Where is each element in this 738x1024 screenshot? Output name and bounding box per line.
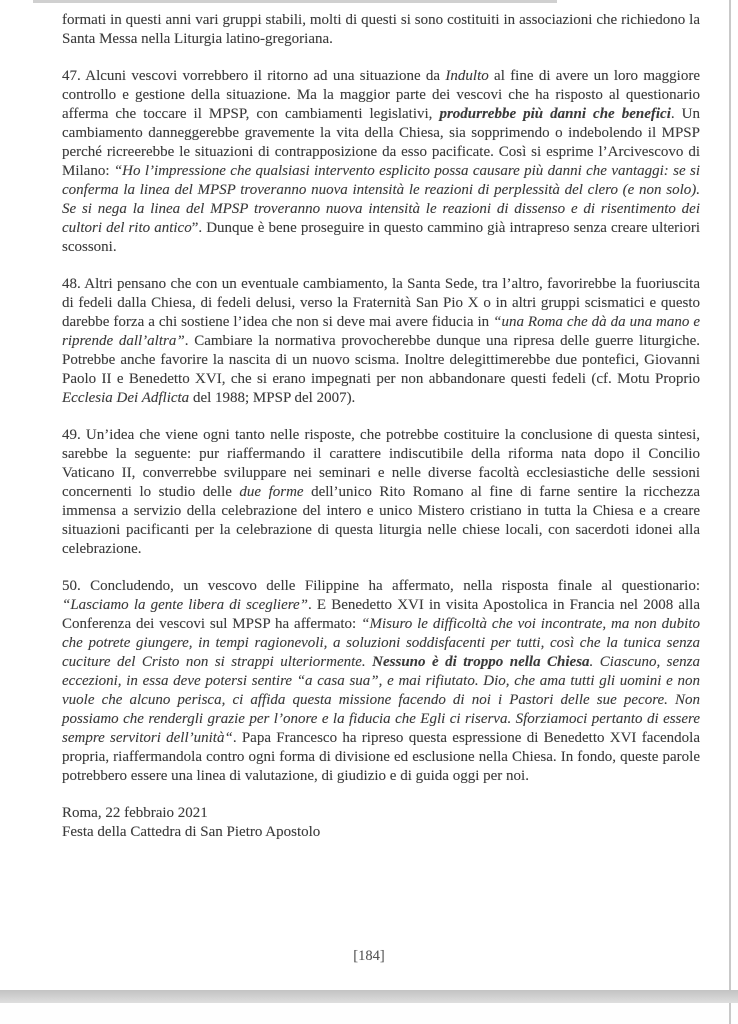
text-run: 49. Un’idea che viene ogni tanto nelle risposte, che potrebbe costituire la conclusione di questa sintesi, sarebbe la seguente: pur riaffermando il carattere indiscutibile della riforma nata dopo il Concilio Vaticano II, converrebbe sviluppare nei seminari e nelle diverse facoltà ecclesiastiche delle sessioni concernenti lo studio delle bbox=[62, 427, 700, 500]
text-run: formati in questi anni vari gruppi stabili, molti di questi si sono costituiti in associazioni che richiedono la Santa Messa nella Liturgia latino-gregoriana. bbox=[62, 12, 700, 47]
text-run: al fine di avere un loro maggiore controllo e gestione della situazione. Ma la maggior parte dei vescovi che ha risposto al questionario afferma che toccare il MPSP, con cambiamenti legislativi, bbox=[62, 68, 700, 122]
document-body bbox=[62, 0, 700, 842]
text-run: . Cambiare la normativa provocherebbe dunque una ripresa delle guerre liturgiche. Potrebbe anche favorire la nascita di un nuovo scisma. Inoltre delegittimerebbe due pontefici, Giovanni Paolo II e Benedetto XVI, che si erano impegnati per non abbandonare questi fedeli (cf. Motu Proprio bbox=[62, 333, 701, 387]
text-run: ”. Dunque è bene proseguire in questo cammino già intrapreso senza creare ulteriori scossoni. bbox=[62, 220, 700, 255]
text-run: dell’unico Rito Romano al fine di farne sentire la ricchezza immensa a servizio della celebrazione del intero e unico Mistero cristiano in tutta la Chiesa e a creare situazioni pacificanti per la celebrazione di questa liturgia nelle chiese locali, con sacerdoti idonei alla celebrazione. bbox=[62, 484, 701, 557]
text-run: 48. Altri pensano che con un eventuale cambiamento, la Santa Sede, tra l’altro, favorirebbe la fuoriuscita di fedeli dalla Chiesa, di fedeli delusi, verso la Fraternità San Pio X o in altri gruppi scismatici e questo darebbe forza a chi sostiene l’idea che non si deve mai avere fiducia in bbox=[62, 276, 700, 330]
text-run: “Misuro le difficoltà che voi incontrate, ma non dubito che potrete giungere, in tempi ragionevoli, a soluzioni soddisfacenti per tutti, così che la tunica senza cuciture del Cristo non si strappi ulteriormente. bbox=[62, 616, 700, 670]
text-run: 47. Alcuni vescovi vorrebbero il ritorno ad una situazione da bbox=[62, 68, 446, 84]
text-run: Indulto bbox=[445, 68, 489, 84]
right-page-edge bbox=[729, 0, 731, 1024]
paragraph-49 bbox=[62, 426, 700, 559]
text-run: “Ho l’impressione che qualsiasi intervento esplicito possa causare più danni che vantaggi: se si conferma la linea del MPSP troveranno nuova intensità le reazioni di perplessità del clero (e non solo). Se si nega la linea del MPSP troveranno nuova intensità le reazioni di dissenso e di risentimento dei cultori del rito antico bbox=[62, 163, 700, 236]
dateline-city bbox=[62, 804, 700, 823]
text-run: Ecclesia Dei Adflicta bbox=[62, 390, 190, 406]
page-number: [184] bbox=[353, 948, 385, 964]
text-run: due forme bbox=[239, 484, 304, 500]
text-run: . Papa Francesco ha ripreso questa espressione di Benedetto XVI facendola propria, riaffermandola contro ogni forma di divisione ed esclusione nella Chiesa. In fondo, queste parole potrebbero essere una linea di valutazione, di giudizio e di guida oggi per noi. bbox=[62, 730, 700, 784]
text-run: Roma, 22 febbraio 2021 bbox=[62, 805, 208, 821]
text-run: 50. Concludendo, un vescovo delle Filippine ha affermato, nella risposta finale al questionario: bbox=[62, 578, 700, 594]
text-run: . Un cambiamento danneggerebbe gravemente la vita della Chiesa, sia sopprimendo o indebolendo il MPSP perché ricreerebbe le situazioni di contrapposizione da esso pacificate. Così si esprime l’Arcivescovo di Milano: bbox=[62, 106, 700, 179]
text-run: Nessuno è di troppo nella Chiesa bbox=[372, 654, 590, 670]
paragraph-continuation bbox=[62, 11, 700, 49]
text-run: . E Benedetto XVI in visita Apostolica in Francia nel 2008 alla Conferenza dei vescovi sul MPSP ha affermato: bbox=[62, 597, 700, 632]
paragraph-47 bbox=[62, 67, 700, 257]
paragraph-48 bbox=[62, 275, 700, 408]
text-run: Festa della Cattedra di San Pietro Apostolo bbox=[62, 824, 321, 840]
text-run: produrrebbe più danni che benefici bbox=[439, 106, 671, 122]
text-run: del 1988; MPSP del 2007). bbox=[189, 390, 356, 406]
paragraph-50 bbox=[62, 577, 700, 786]
text-run: “Lasciamo la gente libera di scegliere” bbox=[62, 597, 309, 613]
page-gap-divider bbox=[0, 990, 738, 1003]
text-run: “una Roma che dà da una mano e riprende dall’altra” bbox=[62, 314, 700, 349]
text-run: . Ciascuno, senza eccezioni, in essa deve potersi sentire “a casa sua”, e mai rifiutato. Dio, che ama tutti gli uomini e non vuole che alcuno perisca, ci affida questa missione facendo di noi i Pastori delle sue pecore. Non possiamo che rendergli grazie per l’onore e la fiducia che Egli ci riserva. Sforziamoci pertanto di essere sempre servitori dell’unità“ bbox=[62, 654, 700, 746]
dateline-feast bbox=[62, 823, 700, 842]
next-page-preview bbox=[0, 1003, 738, 1024]
